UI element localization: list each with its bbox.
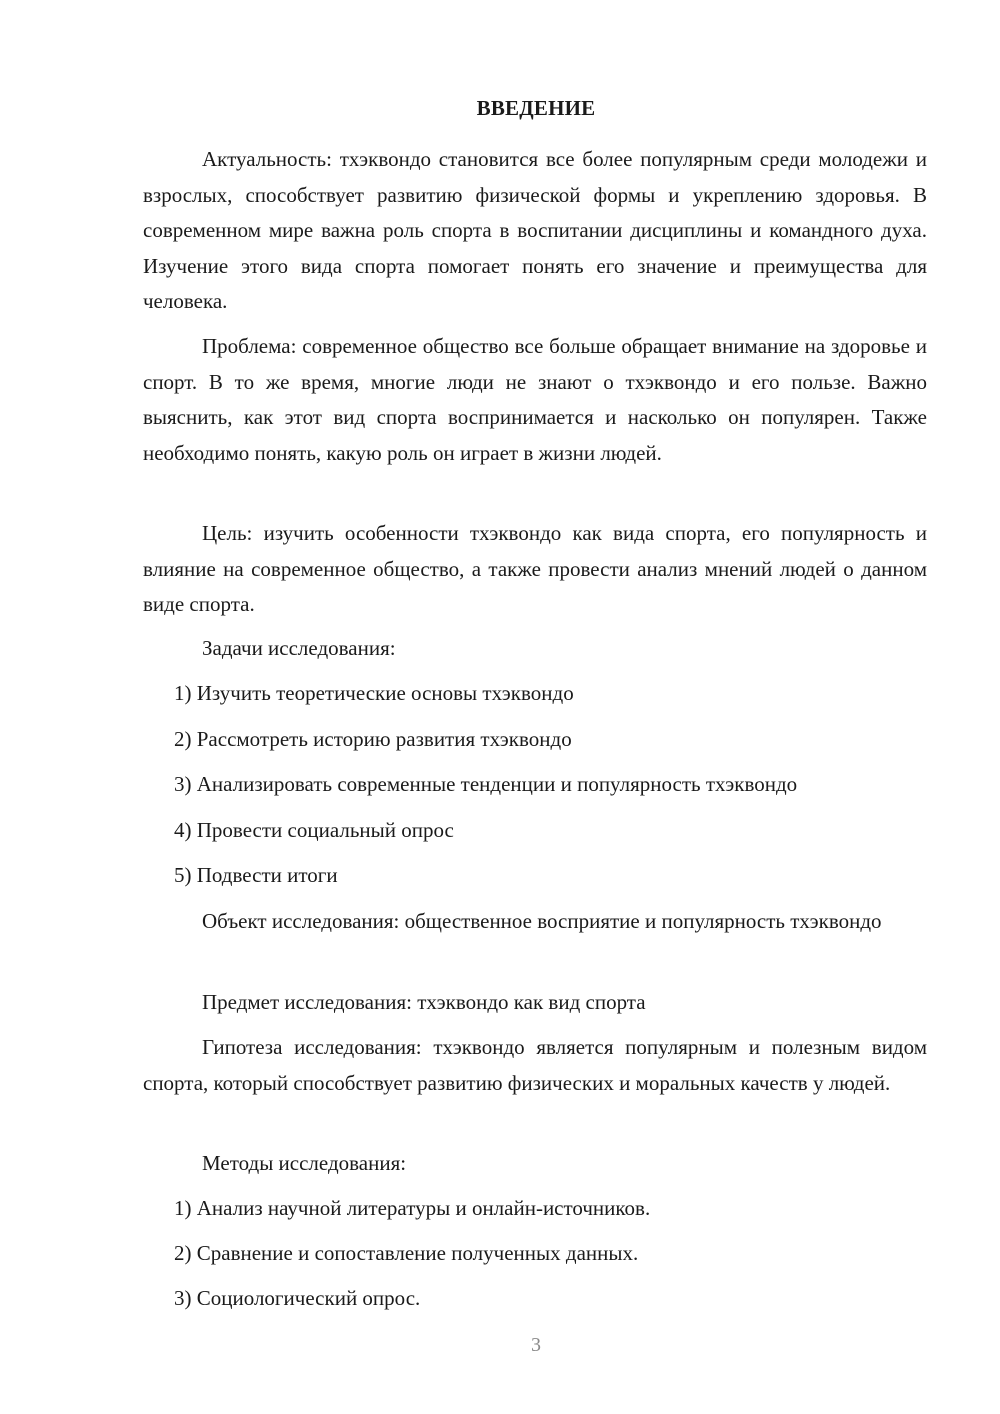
paragraph-goal: Цель: изучить особенности тхэквондо как вида спорта, его популярность и влияние на современное общество, а также провести анализ мнений людей о данном виде спорта. bbox=[143, 521, 927, 616]
methods-heading: Методы исследования: bbox=[202, 1151, 407, 1175]
task-item: 1) Изучить теоретические основы тхэквондо bbox=[174, 681, 574, 705]
section-title: ВВЕДЕНИЕ bbox=[476, 96, 596, 120]
task-item: 5) Подвести итоги bbox=[174, 863, 338, 887]
page-number: 3 bbox=[531, 1334, 541, 1356]
method-item: 2) Сравнение и сопоставление полученных данных. bbox=[174, 1241, 639, 1265]
task-item: 2) Рассмотреть историю развития тхэквондо bbox=[174, 727, 572, 751]
method-item: 1) Анализ научной литературы и онлайн-источников. bbox=[174, 1196, 651, 1220]
paragraph-subject: Предмет исследования: тхэквондо как вид спорта bbox=[202, 990, 646, 1014]
paragraph-problem: Проблема: современное общество все больше обращает внимание на здоровье и спорт. В то же время, многие люди не знают о тхэквондо и его пользе. Важно выяснить, как этот вид спорта воспринимается и насколько он популярен. Также необходимо понять, какую роль он играет в жизни людей. bbox=[143, 334, 927, 465]
paragraph-hypothesis: Гипотеза исследования: тхэквондо является популярным и полезным видом спорта, который способствует развитию физических и моральных качеств у людей. bbox=[143, 1035, 927, 1095]
paragraph-relevance: Актуальность: тхэквондо становится все более популярным среди молодежи и взрослых, способствует развитию физической формы и укреплению здоровья. В современном мире важна роль спорта в воспитании дисциплины и командного духа. Изучение этого вида спорта помогает понять его значение и преимущества для человека. bbox=[143, 147, 927, 313]
task-item: 3) Анализировать современные тенденции и популярность тхэквондо bbox=[174, 772, 798, 796]
paragraph-object: Объект исследования: общественное восприятие и популярность тхэквондо bbox=[202, 909, 882, 933]
task-item: 4) Провести социальный опрос bbox=[174, 818, 454, 842]
method-item: 3) Социологический опрос. bbox=[174, 1286, 421, 1310]
tasks-heading: Задачи исследования: bbox=[202, 636, 396, 660]
